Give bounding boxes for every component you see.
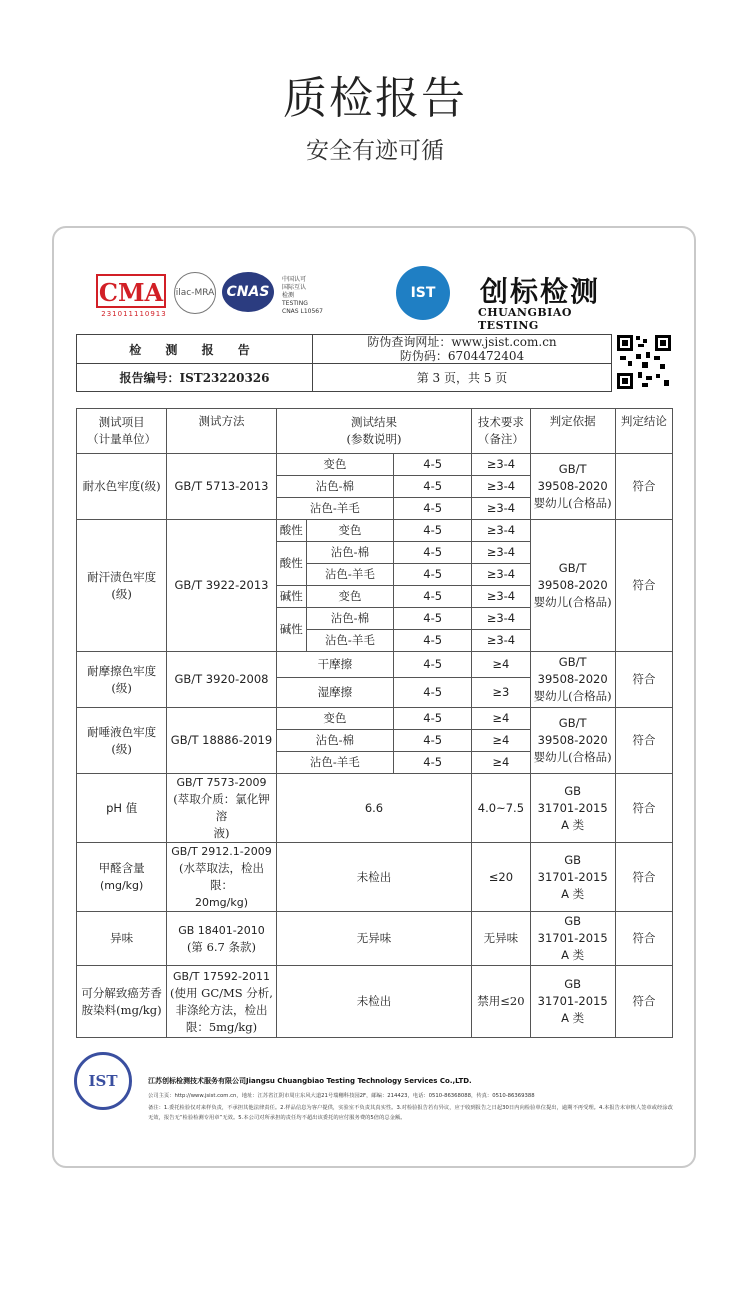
alkali-label: 碱性: [276, 586, 306, 608]
param-cell: 湿摩擦: [276, 678, 393, 708]
value-cell: 4-5: [394, 608, 472, 630]
result-odor: 无异味: [276, 912, 472, 966]
basis-ph: GB 31701-2015 A 类: [530, 774, 615, 843]
value-cell: 4-5: [394, 708, 472, 730]
method-sweat: GB/T 3922-2013: [167, 520, 276, 652]
logo-row: [96, 262, 616, 332]
basis-formaldehyde: GB 31701-2015 A 类: [530, 843, 615, 912]
item-ph: pH 值: [77, 774, 167, 843]
param-cell: 干摩擦: [276, 652, 393, 678]
item-saliva: 耐唾液色牢度 (级): [77, 708, 167, 774]
header-conclusion: 判定结论: [615, 409, 672, 454]
value-cell: 4-5: [394, 476, 472, 498]
page-title: 质检报告: [283, 73, 467, 124]
cma-number: 231011110913: [101, 310, 167, 318]
param-cell: 沾色-棉: [276, 476, 393, 498]
ist-logo: IST: [396, 266, 450, 320]
page-subtitle: 安全有迹可循: [306, 138, 444, 164]
value-cell: 4-5: [394, 752, 472, 774]
brand-name-cn: 创标检测: [480, 275, 601, 308]
header-item: 测试项目 （计量单位）: [77, 409, 167, 454]
table-row: [77, 966, 673, 1038]
table-row: [77, 912, 673, 966]
req-cell: ≥3-4: [472, 564, 530, 586]
report-header-table: [76, 334, 612, 392]
conclusion-ph: 符合: [615, 774, 672, 843]
param-cell: 沾色-羊毛: [306, 630, 393, 652]
param-cell: 沾色-羊毛: [276, 752, 393, 774]
table-row: [77, 843, 673, 912]
value-cell: 4-5: [394, 730, 472, 752]
param-cell: 沾色-棉: [306, 542, 393, 564]
req-cell: ≥3-4: [472, 454, 530, 476]
req-formaldehyde: ≤20: [472, 843, 530, 912]
param-cell: 变色: [276, 708, 393, 730]
value-cell: 4-5: [394, 520, 472, 542]
ilac-logo: ilac-MRA: [174, 272, 216, 314]
item-rub: 耐摩擦色牢度 (级): [77, 652, 167, 708]
item-formaldehyde: 甲醛含量 (mg/kg): [77, 843, 167, 912]
result-azo: 未检出: [276, 966, 472, 1038]
conclusion-water: 符合: [615, 454, 672, 520]
qr-code-icon: [616, 334, 672, 390]
cma-logo: CMA: [96, 274, 166, 308]
param-cell: 沾色-棉: [306, 608, 393, 630]
value-cell: 4-5: [394, 678, 472, 708]
item-sweat: 耐汗渍色牢度 (级): [77, 520, 167, 652]
conclusion-formaldehyde: 符合: [615, 843, 672, 912]
ist-seal-logo: IST: [74, 1052, 132, 1110]
req-cell: ≥3-4: [472, 542, 530, 564]
basis-odor: GB 31701-2015 A 类: [530, 912, 615, 966]
req-cell: ≥4: [472, 752, 530, 774]
value-cell: 4-5: [394, 542, 472, 564]
req-cell: ≥3-4: [472, 630, 530, 652]
cnas-logo: CNAS: [222, 272, 274, 312]
result-formaldehyde: 未检出: [276, 843, 472, 912]
param-cell: 沾色-羊毛: [306, 564, 393, 586]
footer-notes: 备注：1.委托检验仅对来样负责，不承担其他法律责任。2.样品信息为客户提供，实验室不负责其真实性。3.对检验报告若有异议，应于收到报告之日起30日内向检验单位提出，逾期不再受理。4.本报告未审核人签章或经涂改无效，报告无“检验检测专用章”无效。5.本公司对所承担的责任均不超出该委托的应付服务费的5倍的总金额。: [148, 1105, 673, 1121]
value-cell: 4-5: [394, 454, 472, 476]
value-cell: 4-5: [394, 586, 472, 608]
item-odor: 异味: [77, 912, 167, 966]
req-cell: ≥3-4: [472, 520, 530, 542]
param-cell: 变色: [276, 454, 393, 476]
report-title: 检 测 报 告: [77, 335, 313, 364]
method-saliva: GB/T 18886-2019: [167, 708, 276, 774]
method-azo: GB/T 17592-2011 (使用 GC/MS 分析, 非涤纶方法，检出 限：5mg/kg): [167, 966, 276, 1038]
table-row: [77, 708, 673, 730]
footer-company: 江苏创标检测技术服务有限公司Jiangsu Chuangbiao Testing Technology Services Co.,LTD.: [148, 1077, 472, 1085]
report-number: 报告编号：IST23220326: [77, 364, 313, 392]
header-result: 测试结果 (参数说明): [276, 409, 472, 454]
req-azo: 禁用≤20: [472, 966, 530, 1038]
result-ph: 6.6: [276, 774, 472, 843]
req-cell: ≥3-4: [472, 608, 530, 630]
acid-label: 酸性: [276, 520, 306, 542]
param-cell: 变色: [306, 520, 393, 542]
anti-fake-site: 防伪查询网址：www.jsist.com.cn: [367, 335, 557, 349]
table-header-row: [77, 409, 673, 454]
value-cell: 4-5: [394, 652, 472, 678]
table-row: [77, 520, 673, 542]
method-water: GB/T 5713-2013: [167, 454, 276, 520]
table-row: [77, 454, 673, 476]
method-ph: GB/T 7573-2009 (萃取介质：氯化钾溶 液): [167, 774, 276, 843]
basis-azo: GB 31701-2015 A 类: [530, 966, 615, 1038]
param-cell: 沾色-羊毛: [276, 498, 393, 520]
req-cell: ≥4: [472, 708, 530, 730]
req-cell: ≥3-4: [472, 476, 530, 498]
basis-water: GB/T 39508-2020 婴幼儿(合格品): [530, 454, 615, 520]
conclusion-saliva: 符合: [615, 708, 672, 774]
table-row: [77, 774, 673, 843]
req-odor: 无异味: [472, 912, 530, 966]
conclusion-rub: 符合: [615, 652, 672, 708]
req-cell: ≥4: [472, 652, 530, 678]
req-cell: ≥3-4: [472, 498, 530, 520]
brand-name-en: CHUANGBIAO TESTING: [478, 306, 572, 332]
param-cell: 变色: [306, 586, 393, 608]
header-basis: 判定依据: [530, 409, 615, 454]
basis-saliva: GB/T 39508-2020 婴幼儿(合格品): [530, 708, 615, 774]
cnas-caption: 中国认可 国际互认 检测 TESTING CNAS L10567: [282, 276, 323, 315]
value-cell: 4-5: [394, 498, 472, 520]
req-cell: ≥3-4: [472, 586, 530, 608]
anti-fake-info: [313, 335, 612, 364]
req-cell: ≥4: [472, 730, 530, 752]
table-row: [77, 652, 673, 678]
method-rub: GB/T 3920-2008: [167, 652, 276, 708]
method-formaldehyde: GB/T 2912.1-2009 (水萃取法，检出限： 20mg/kg): [167, 843, 276, 912]
anti-fake-code: 防伪码：6704472404: [399, 349, 525, 363]
value-cell: 4-5: [394, 630, 472, 652]
footer-contact: 公司主页：http://www.jsist.com.cn，地址：江苏省江阴市周庄东风大道21号瑞穗科技园2F，邮编：214423，电话：0510-86368088，传真：0510-86369388: [148, 1093, 535, 1099]
conclusion-azo: 符合: [615, 966, 672, 1038]
page-info: 第 3 页，共 5 页: [313, 364, 612, 392]
basis-sweat: GB/T 39508-2020 婴幼儿(合格品): [530, 520, 615, 652]
value-cell: 4-5: [394, 564, 472, 586]
req-cell: ≥3: [472, 678, 530, 708]
test-results-table: [76, 408, 673, 1038]
conclusion-odor: 符合: [615, 912, 672, 966]
param-cell: 沾色-棉: [276, 730, 393, 752]
header-requirement: 技术要求 （备注）: [472, 409, 530, 454]
basis-rub: GB/T 39508-2020 婴幼儿(合格品): [530, 652, 615, 708]
header-method: 测试方法: [167, 409, 276, 454]
alkali-label: 碱性: [276, 608, 306, 652]
item-azo: 可分解致癌芳香 胺染料(mg/kg): [77, 966, 167, 1038]
conclusion-sweat: 符合: [615, 520, 672, 652]
method-odor: GB 18401-2010 (第 6.7 条款): [167, 912, 276, 966]
item-water: 耐水色牢度(级): [77, 454, 167, 520]
acid-label: 酸性: [276, 542, 306, 586]
req-ph: 4.0~7.5: [472, 774, 530, 843]
